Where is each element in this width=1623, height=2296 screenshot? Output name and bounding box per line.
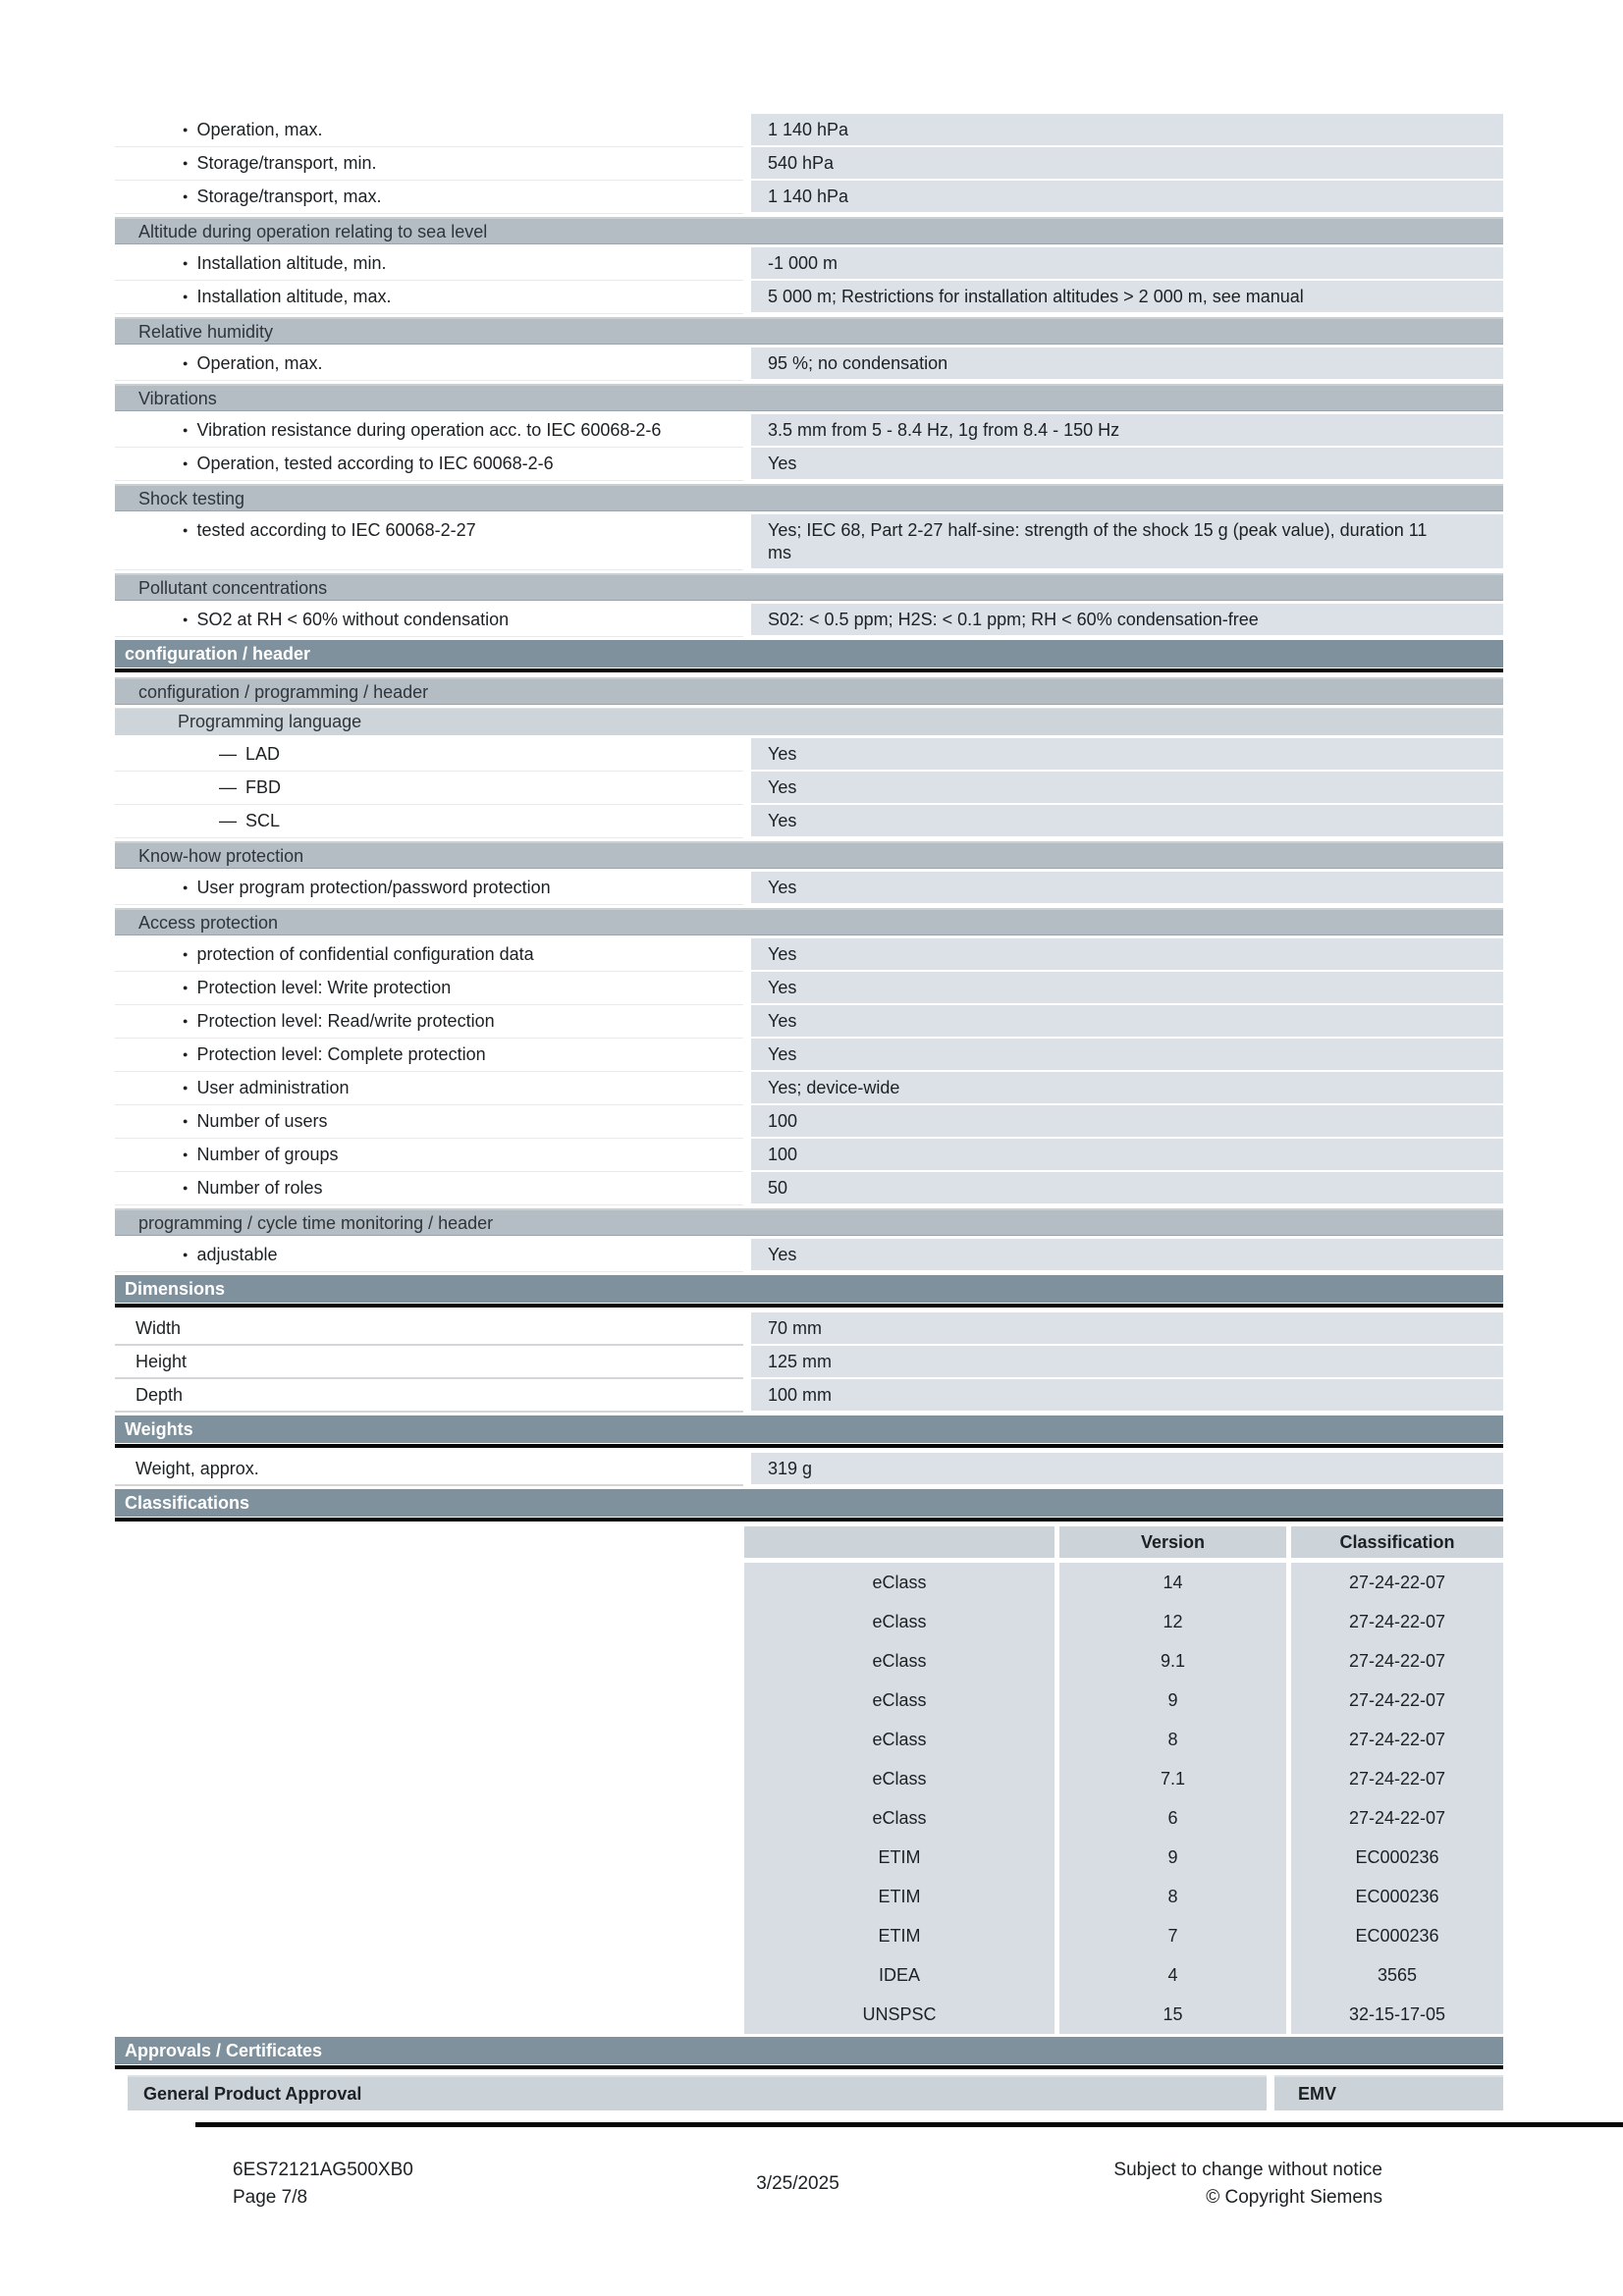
classification-cell: 9.1: [1059, 1641, 1286, 1681]
classification-cell: 15: [1059, 1995, 1286, 2034]
classifications-header-cell: Version: [1059, 1526, 1286, 1558]
approval-row: [128, 2075, 1503, 2110]
classification-row: [744, 1720, 1503, 1759]
column-gap: [743, 604, 751, 637]
section-header-sub: Relative humidity: [115, 317, 1503, 345]
column-gap: [743, 181, 751, 214]
spec-value: [751, 1005, 1503, 1039]
footer-date: 3/25/2025: [756, 2173, 839, 2194]
classification-cell: 27-24-22-07: [1291, 1602, 1503, 1641]
spec-value-text: Yes; IEC 68, Part 2-27 half-sine: strength of the shock 15 g (peak value), duration 11 ms: [768, 520, 1428, 562]
section-header-major: Dimensions: [115, 1275, 1503, 1303]
classification-cell: IDEA: [744, 1955, 1055, 1995]
spec-label: ● User administration: [115, 1072, 743, 1105]
section-divider: [115, 1518, 1503, 1522]
spec-value: [751, 772, 1503, 805]
spec-row: [115, 114, 1503, 147]
section-divider: [115, 1444, 1503, 1448]
classification-cell: EC000236: [1291, 1877, 1503, 1916]
section-header-major: configuration / header: [115, 640, 1503, 667]
spec-value: [751, 1139, 1503, 1172]
spec-value: [751, 938, 1503, 972]
classification-cell: 27-24-22-07: [1291, 1720, 1503, 1759]
footer-divider: [195, 2122, 1623, 2127]
classification-row: [744, 1641, 1503, 1681]
spec-row: [115, 972, 1503, 1005]
column-gap: [743, 772, 751, 805]
spec-value: [751, 1105, 1503, 1139]
column-gap: [1267, 2075, 1274, 2110]
column-gap: [743, 281, 751, 314]
spec-row: [115, 738, 1503, 772]
spec-value: [751, 1039, 1503, 1072]
spec-row: [115, 281, 1503, 314]
section-divider: [115, 1304, 1503, 1308]
classification-cell: 7.1: [1059, 1759, 1286, 1798]
classification-cell: 14: [1059, 1563, 1286, 1602]
classification-cell: 9: [1059, 1681, 1286, 1720]
spec-label: ● adjustable: [115, 1239, 743, 1272]
classification-cell: EC000236: [1291, 1838, 1503, 1877]
classification-row: [744, 1995, 1503, 2034]
classifications-body: [744, 1563, 1503, 2034]
section-header-sub: programming / cycle time monitoring / header: [115, 1208, 1503, 1236]
classification-cell: ETIM: [744, 1916, 1055, 1955]
spec-value: [751, 1239, 1503, 1272]
spec-value: [751, 972, 1503, 1005]
spec-value-text: 100 mm: [768, 1385, 833, 1405]
spec-value: [751, 114, 1503, 147]
classification-cell: 8: [1059, 1877, 1286, 1916]
section-divider: [115, 668, 1503, 672]
spec-row: [115, 181, 1503, 214]
section-header-major: Weights: [115, 1415, 1503, 1443]
column-gap: [743, 1312, 751, 1346]
column-gap: [743, 147, 751, 181]
column-gap: [743, 1379, 751, 1413]
column-gap: [743, 414, 751, 448]
spec-label: — LAD: [115, 738, 743, 772]
classification-cell: 4: [1059, 1955, 1286, 1995]
spec-value-text: Yes: [768, 811, 797, 830]
classification-cell: ETIM: [744, 1877, 1055, 1916]
spec-value: [751, 872, 1503, 905]
spec-value-text: 1 140 hPa: [768, 120, 849, 139]
spec-value: [751, 281, 1503, 314]
column-gap: [743, 1105, 751, 1139]
spec-row: [115, 1379, 1503, 1413]
spec-value: [751, 181, 1503, 214]
spec-row: [115, 414, 1503, 448]
column-gap: [743, 1346, 751, 1379]
spec-value-text: Yes: [768, 454, 797, 473]
section-header-sub: Know-how protection: [115, 841, 1503, 869]
spec-value-text: 100: [768, 1145, 798, 1164]
spec-value-text: Yes: [768, 1011, 797, 1031]
spec-value-text: 319 g: [768, 1459, 813, 1478]
change-notice: Subject to change without notice: [1113, 2160, 1382, 2180]
spec-label: ● Vibration resistance during operation acc. to IEC 60068-2-6: [115, 414, 743, 448]
spec-value: [751, 347, 1503, 381]
spec-label: ● Storage/transport, min.: [115, 147, 743, 181]
classification-cell: 3565: [1291, 1955, 1503, 1995]
classification-cell: 8: [1059, 1720, 1286, 1759]
column-gap: [743, 1005, 751, 1039]
classification-row: [744, 1838, 1503, 1877]
section-header-sub: Pollutant concentrations: [115, 573, 1503, 601]
spec-value-text: Yes: [768, 744, 797, 764]
column-gap: [743, 938, 751, 972]
classification-cell: eClass: [744, 1641, 1055, 1681]
classification-cell: UNSPSC: [744, 1995, 1055, 2034]
spec-value: [751, 147, 1503, 181]
spec-row: [115, 1105, 1503, 1139]
column-gap: [743, 1072, 751, 1105]
spec-value-text: Yes: [768, 978, 797, 997]
classification-row: [744, 1916, 1503, 1955]
classification-cell: 27-24-22-07: [1291, 1681, 1503, 1720]
spec-label: ● Protection level: Read/write protection: [115, 1005, 743, 1039]
spec-value-text: 540 hPa: [768, 153, 835, 173]
classification-cell: 6: [1059, 1798, 1286, 1838]
spec-value: [751, 414, 1503, 448]
spec-value-text: Yes: [768, 1245, 797, 1264]
spec-label: ● Number of roles: [115, 1172, 743, 1205]
column-gap: [743, 738, 751, 772]
section-header-sub: Access protection: [115, 908, 1503, 935]
classifications-header-cell: [744, 1526, 1055, 1558]
page-number: Page 7/8: [233, 2187, 308, 2208]
spec-row: [115, 247, 1503, 281]
spec-value: [751, 448, 1503, 481]
classification-cell: eClass: [744, 1563, 1055, 1602]
spec-label: ● Operation, max.: [115, 347, 743, 381]
classification-row: [744, 1759, 1503, 1798]
classifications-header-row: [744, 1526, 1503, 1558]
spec-row: [115, 448, 1503, 481]
spec-row: [115, 872, 1503, 905]
spec-value: [751, 604, 1503, 637]
spec-value-text: 100: [768, 1111, 798, 1131]
classification-cell: 12: [1059, 1602, 1286, 1641]
classification-cell: 27-24-22-07: [1291, 1798, 1503, 1838]
spec-label: ● Number of users: [115, 1105, 743, 1139]
column-gap: [743, 247, 751, 281]
section-header-major: Approvals / Certificates: [115, 2037, 1503, 2064]
spec-row: [115, 1346, 1503, 1379]
column-gap: [743, 347, 751, 381]
classification-row: [744, 1602, 1503, 1641]
spec-value: [751, 514, 1503, 570]
spec-value-text: S02: < 0.5 ppm; H2S: < 0.1 ppm; RH < 60% condensation-free: [768, 610, 1259, 629]
spec-row: [115, 938, 1503, 972]
spec-label: ● Protection level: Write protection: [115, 972, 743, 1005]
spec-value-text: Yes: [768, 1044, 797, 1064]
spec-value-text: Yes: [768, 878, 797, 897]
spec-label: ● User program protection/password protection: [115, 872, 743, 905]
classification-row: [744, 1681, 1503, 1720]
spec-value: [751, 805, 1503, 838]
classification-cell: 32-15-17-05: [1291, 1995, 1503, 2034]
classification-cell: eClass: [744, 1798, 1055, 1838]
section-header-sub: Vibrations: [115, 384, 1503, 411]
section-header-sub: Altitude during operation relating to sea level: [115, 217, 1503, 244]
spec-row: [115, 1453, 1503, 1486]
classification-cell: eClass: [744, 1720, 1055, 1759]
footer-left-block: [233, 2157, 645, 2212]
classifications-table: [744, 1526, 1503, 2034]
column-gap: [743, 972, 751, 1005]
spec-label: Depth: [115, 1379, 743, 1413]
spec-label: ● Operation, tested according to IEC 60068-2-6: [115, 448, 743, 481]
column-gap: [743, 872, 751, 905]
spec-value-text: 95 %; no condensation: [768, 353, 948, 373]
spec-list: [115, 114, 1503, 2110]
spec-value: [751, 1453, 1503, 1486]
column-gap: [743, 1139, 751, 1172]
spec-label: Weight, approx.: [115, 1453, 743, 1486]
spec-row: [115, 772, 1503, 805]
classification-row: [744, 1798, 1503, 1838]
column-gap: [743, 805, 751, 838]
classification-cell: EC000236: [1291, 1916, 1503, 1955]
spec-label: Width: [115, 1312, 743, 1346]
spec-value-text: 5 000 m; Restrictions for installation altitudes > 2 000 m, see manual: [768, 287, 1304, 306]
spec-value-text: 70 mm: [768, 1318, 823, 1338]
spec-row: [115, 514, 1503, 570]
spec-value: [751, 1172, 1503, 1205]
column-gap: [743, 1039, 751, 1072]
spec-row: [115, 1312, 1503, 1346]
spec-row: [115, 347, 1503, 381]
spec-label: ● Storage/transport, max.: [115, 181, 743, 214]
section-header-sub: Shock testing: [115, 484, 1503, 511]
spec-value-text: Yes: [768, 944, 797, 964]
section-header-major: Classifications: [115, 1489, 1503, 1517]
copyright-notice: © Copyright Siemens: [1206, 2187, 1382, 2208]
spec-label: — SCL: [115, 805, 743, 838]
spec-label: ● Operation, max.: [115, 114, 743, 147]
spec-label: ● SO2 at RH < 60% without condensation: [115, 604, 743, 637]
spec-row: [115, 1172, 1503, 1205]
classifications-header-cell: Classification: [1291, 1526, 1503, 1558]
spec-row: [115, 1239, 1503, 1272]
spec-value: [751, 1312, 1503, 1346]
spec-row: [115, 1005, 1503, 1039]
section-header-subsub: Programming language: [115, 708, 1503, 735]
spec-value-text: 125 mm: [768, 1352, 833, 1371]
classification-cell: eClass: [744, 1759, 1055, 1798]
column-gap: [743, 1172, 751, 1205]
order-number: 6ES72121AG500XB0: [233, 2160, 413, 2180]
column-gap: [743, 448, 751, 481]
spec-label: ● Installation altitude, min.: [115, 247, 743, 281]
column-gap: [743, 514, 751, 570]
approval-category: General Product Approval: [128, 2075, 1267, 2110]
spec-value-text: 3.5 mm from 5 - 8.4 Hz, 1g from 8.4 - 150 Hz: [768, 420, 1120, 440]
classification-cell: eClass: [744, 1681, 1055, 1720]
section-header-sub: configuration / programming / header: [115, 677, 1503, 705]
spec-value: [751, 738, 1503, 772]
column-gap: [743, 1239, 751, 1272]
column-gap: [743, 1453, 751, 1486]
spec-row: [115, 1139, 1503, 1172]
spec-value: [751, 247, 1503, 281]
spec-value-text: 1 140 hPa: [768, 187, 849, 206]
spec-label: ● Number of groups: [115, 1139, 743, 1172]
classification-cell: 27-24-22-07: [1291, 1641, 1503, 1681]
spec-row: [115, 147, 1503, 181]
classification-cell: ETIM: [744, 1838, 1055, 1877]
footer-right-block: [950, 2157, 1382, 2212]
spec-label: — FBD: [115, 772, 743, 805]
spec-value-text: Yes; device-wide: [768, 1078, 900, 1097]
classification-row: [744, 1877, 1503, 1916]
spec-label: Height: [115, 1346, 743, 1379]
spec-label: ● protection of confidential configuration data: [115, 938, 743, 972]
spec-label: ● tested according to IEC 60068-2-27: [115, 514, 743, 570]
classification-row: [744, 1563, 1503, 1602]
column-gap: [743, 114, 751, 147]
spec-row: [115, 604, 1503, 637]
spec-row: [115, 1039, 1503, 1072]
spec-value: [751, 1072, 1503, 1105]
classification-cell: 9: [1059, 1838, 1286, 1877]
spec-value: [751, 1379, 1503, 1413]
classification-row: [744, 1955, 1503, 1995]
classification-cell: 27-24-22-07: [1291, 1563, 1503, 1602]
spec-label: ● Installation altitude, max.: [115, 281, 743, 314]
spec-value-text: 50: [768, 1178, 788, 1198]
spec-value-text: Yes: [768, 777, 797, 797]
classification-cell: eClass: [744, 1602, 1055, 1641]
spec-row: [115, 1072, 1503, 1105]
classification-cell: 27-24-22-07: [1291, 1759, 1503, 1798]
approval-value: EMV: [1274, 2075, 1503, 2110]
spec-value-text: -1 000 m: [768, 253, 839, 273]
page-footer: [233, 2157, 1382, 2212]
section-divider: [115, 2065, 1503, 2069]
spec-label: ● Protection level: Complete protection: [115, 1039, 743, 1072]
spec-row: [115, 805, 1503, 838]
spec-value: [751, 1346, 1503, 1379]
classification-cell: 7: [1059, 1916, 1286, 1955]
